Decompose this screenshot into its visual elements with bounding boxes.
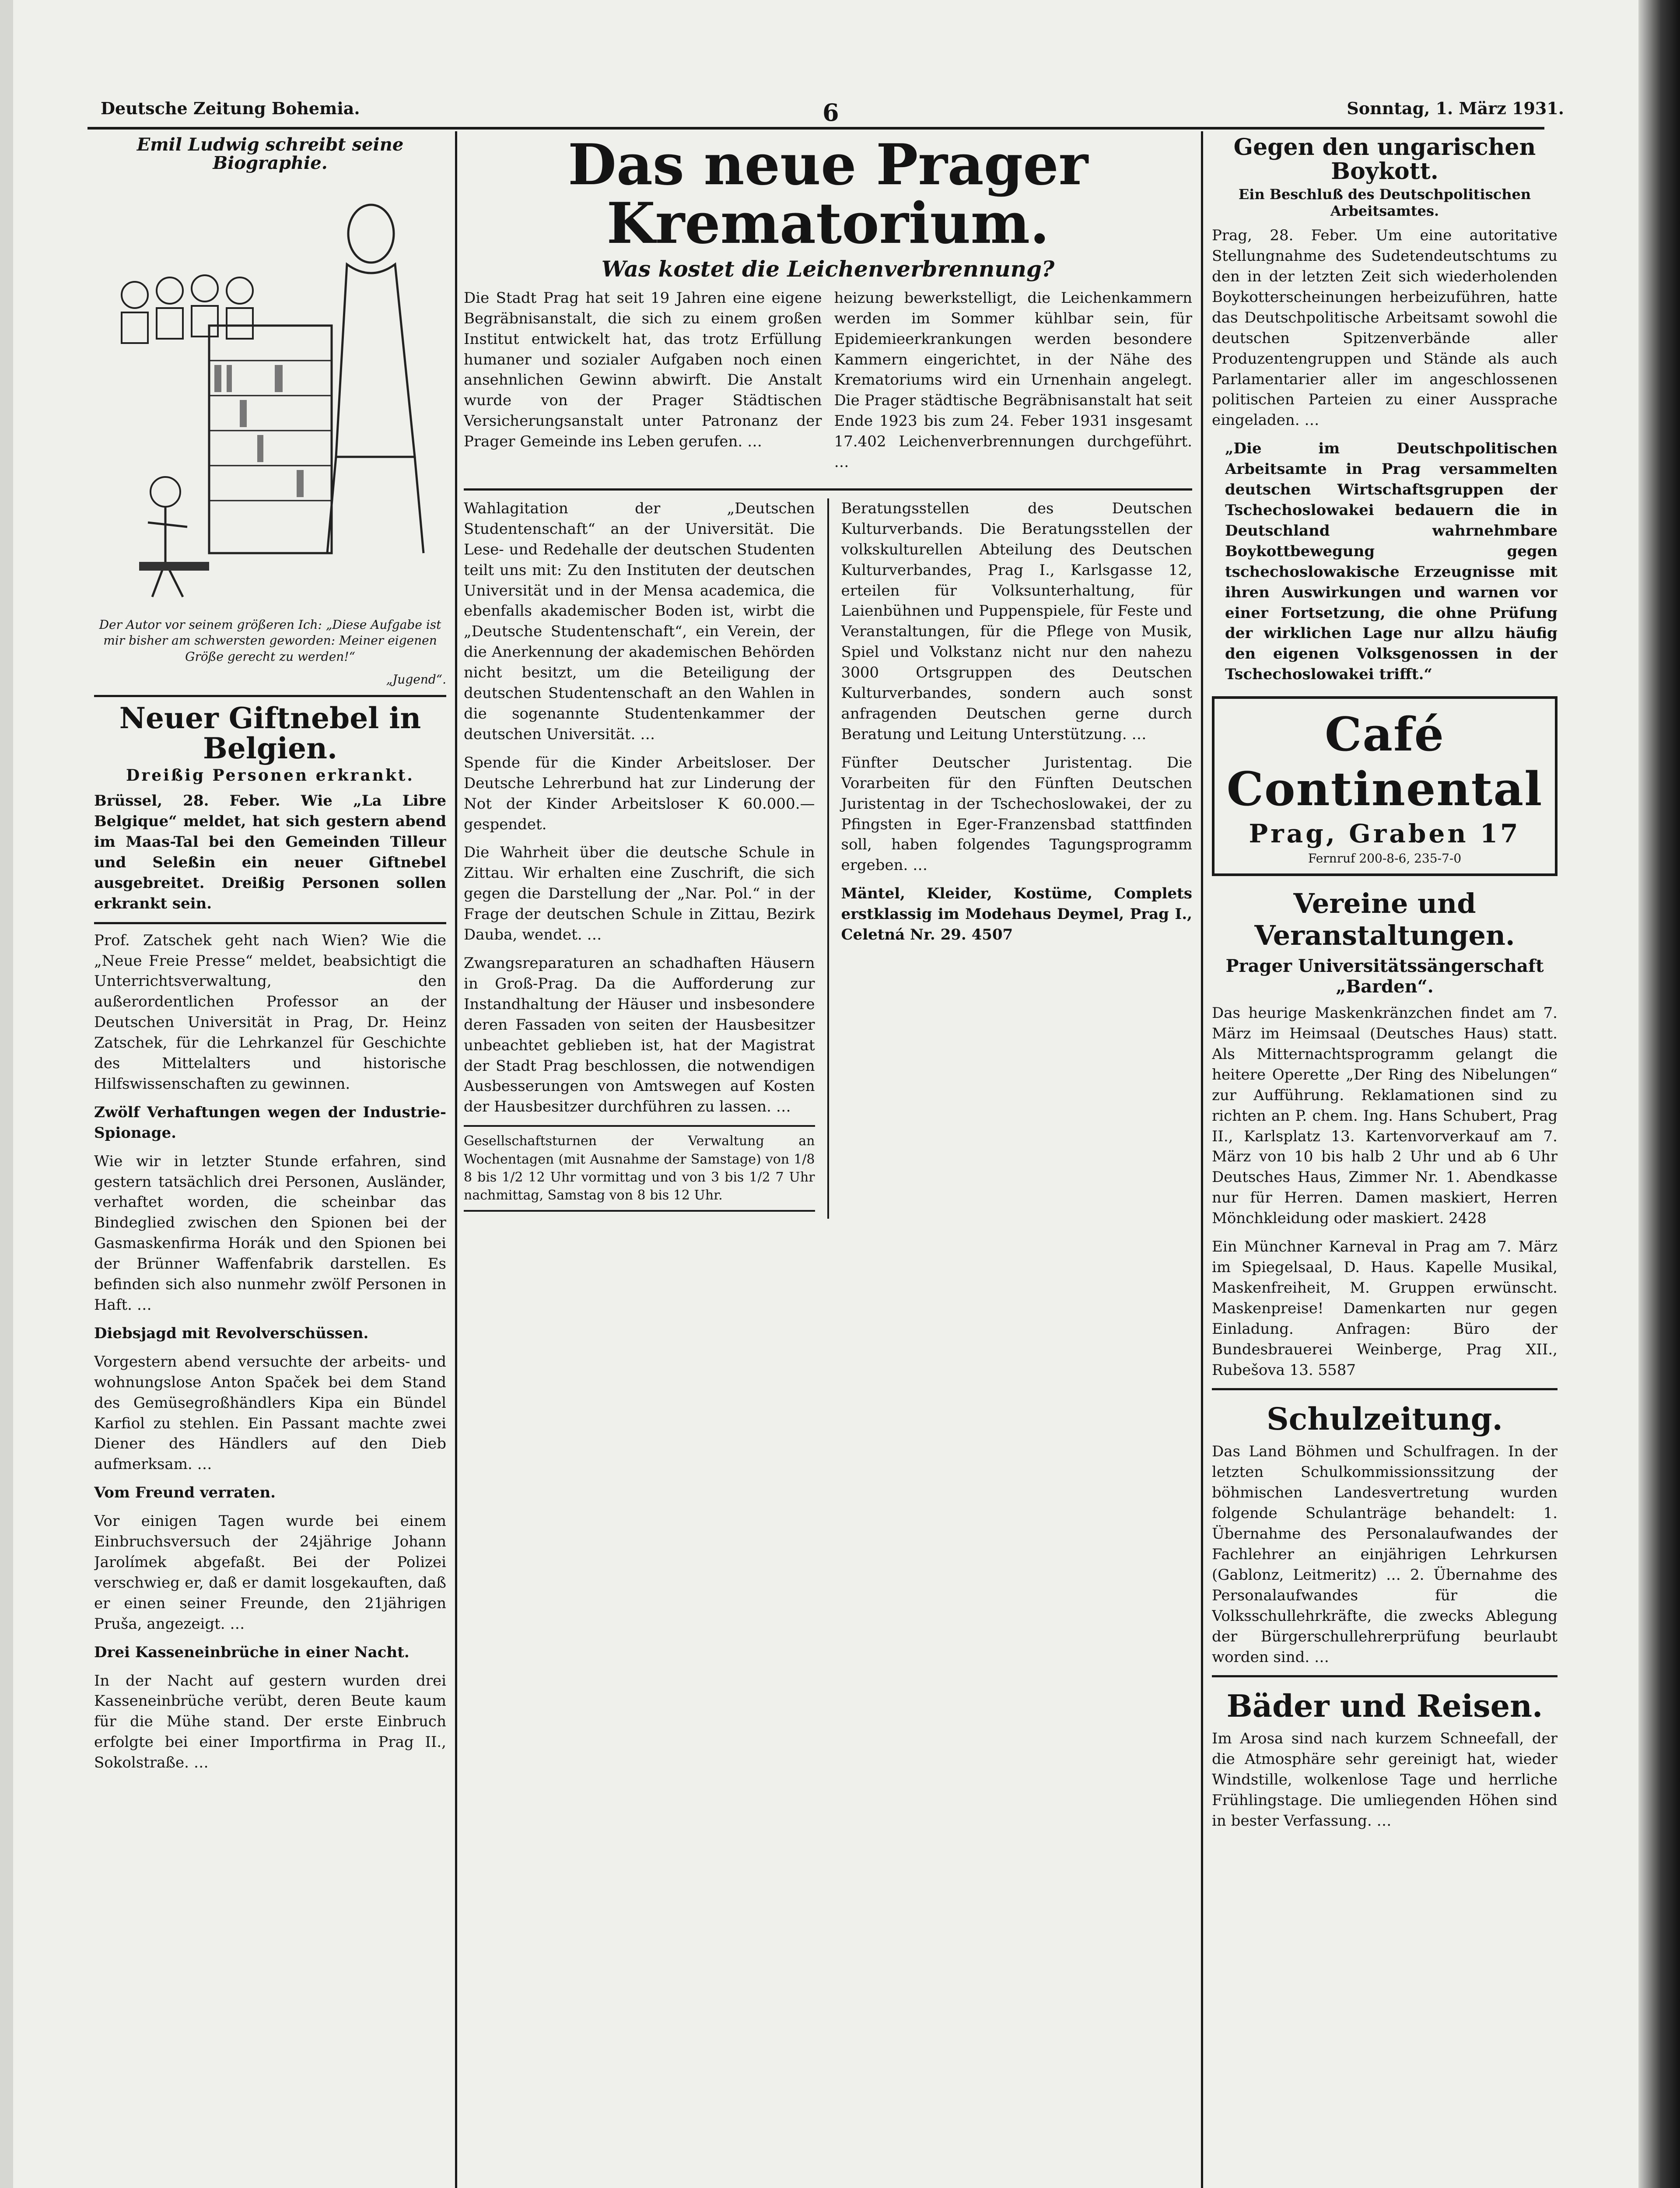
juristentag-article: Fünfter Deutscher Juristentag. Die Vorarbeiten für den Fünften Deutschen Juristentag in der Tschechoslowakei, der zu Pfingsten in Eger-Franzensbad stattfinden soll, haben folgendes Tagungsprogramm ergeben. … [841,754,1192,874]
masthead-paper-name: Deutsche Zeitung Bohemia. [101,98,360,118]
giftnebel-text: Brüssel, 28. Feber. Wie „La Libre Belgique“ meldet, hat sich gestern abend im Maas-Tal bei den Gemeinden Tilleur und Seleßin ein neuer Giftnebel ausgebreitet. Dreißig Personen sollen erkrankt sein. [94,792,446,912]
diebsjagd-headline: Diebsjagd mit Revolverschüssen. [94,1324,369,1342]
barden-article: Das heurige Maskenkränzchen findet am 7. März im Heimsaal (Deutsches Haus) statt. Als Mitternachtsprogramm gelangt die heitere Operette „Der Ring des Nibelungen“ zur Aufführung. Reklamationen sind zu richten an P. chem. Ing. Hans Schubert, Prag II., Karlsplatz 13. Kartenvorverkauf am 7. März von 10 bis halb 2 Uhr und ab 6 Uhr Deutsches Haus, Zimmer Nr. 1. Abendkasse nur für Herren. Damen maskiert, Herren Mönchkleidung oder maskiert. 2428 [1212,1004,1558,1227]
caricature-title: Emil Ludwig schreibt seine Biographie. [136,136,404,173]
giftnebel-subhead: Dreißig Personen erkrankt. [126,766,414,785]
karneval-article: Ein Münchner Karneval in Prag am 7. März im Spiegelsaal, D. Haus. Kapelle Musikal, Maskenfreiheit, M. Gruppen erwünscht. Maskenpreise! Damenkarten nur gegen Einladung. Anfragen: Büro der Bundesbrauerei Weinberge, Prag XII., Rubešova 13. 5587 [1212,1238,1558,1379]
freund-article: Vor einigen Tagen wurde bei einem Einbruchsversuch der 24jährige Johann Jarolímek abgefaßt. Bei der Polizei verschwieg er, daß er damit losgekauften, daß er einen seiner Freunde, den 21jährigen Pruša, angezeigt. … [94,1512,446,1633]
column-2 [464,136,1192,2188]
office-hours-text: Gesellschaftsturnen der Verwaltung an Wochentagen (mit Ausnahme der Samstage) von 1/8 8 bis 1/2 12 Uhr vormittag und von 3 bis 1/2 7 Uhr nachmittag, Samstag von 8 bis 12 Uhr. [464,1133,815,1203]
office-hours-notice [464,1125,815,1212]
giftnebel-headline: Neuer Giftnebel in Belgien. [119,701,421,765]
kulturverband-article: Beratungsstellen des Deutschen Kulturverbands. Die Beratungsstellen der volkskulturellen Abteilung des Deutschen Kulturverbandes, Prag I., Karlsgasse 12, erteilen für Volksunterhaltung, für Laienbühnen und Puppenspiele, für Feste und Veranstaltungen, für die Pflege von Musik, Spiel und Volkstanz nicht nur den nahezu 3000 Ortsgruppen des Deutschen Kulturverbandes, sondern auch sonst anfragenden Deutschen gerne durch Beratung und Leitung Unterstützung. … [841,499,1192,743]
column-1 [94,136,446,2188]
lower-news [464,498,1192,1219]
modehaus-ad: Mäntel, Kleider, Kostüme, Complets erstklassig im Modehaus Deymel, Prag I., Celetná Nr. 29. 4507 [841,885,1192,944]
lower-news-right [841,498,1193,1219]
issue-date: Sonntag, 1. März 1931. [1347,98,1564,118]
zwangsreparaturen-article: Zwangsreparaturen an schadhaften Häusern in Groß-Prag. Da die Aufforderung zur Instandhaltung der Häuser und insbesondere deren Fassaden von seiten der Hausbesitzer unbeachtet geblieben ist, hat der Magistrat der Stadt Prag beschlossen, die notwendigen Ausbesserungen von Amtswegen auf Kosten der Hausbesitzer durchführen zu lassen. … [464,954,815,1116]
krematorium-subhead: Was kostet die Leichenverbrennung? [601,256,1055,282]
page-number: 6 [822,98,839,126]
zatschek-article: Prof. Zatschek geht nach Wien? Wie die „Neue Freie Presse“ meldet, beabsichtigt die Unterrichtsverwaltung, den außerordentlichen Professor an der Deutschen Universität in Prag, Dr. Heinz Zatschek, für die Lehrkanzel für Geschichte des Mittelalters und historische Hilfswissenschaften zu gewinnen. [94,931,446,1093]
krematorium-text-left: Die Stadt Prag hat seit 19 Jahren eine eigene Begräbnisanstalt, die sich zu einem großen Institut entwickelt hat, das trotz Erfüllung humaner und sozialer Aufgaben noch einen ansehnlichen Gewinn abwirft. Die Anstalt wurde von der Prager Städtischen Versicherungsanstalt unter Patronanz der Prager Gemeinde ins Leben gerufen. … [464,289,822,451]
freund-headline: Vom Freund verraten. [94,1484,276,1502]
caricature-illustration [100,177,441,610]
caricature-source: „Jugend“. [386,672,446,687]
ad-cafe-phone: Fernruf 200-8-6, 235-7-0 [1308,851,1462,866]
section-rule [1212,1388,1558,1390]
section-rule [94,922,446,924]
sub-column-rule [827,498,829,1219]
boykott-headline: Gegen den ungarischen Boykott. [1233,136,1536,185]
column-rule-right [1201,131,1203,2188]
krematorium-text-right: heizung bewerkstelligt, die Leichenkammern werden im Sommer kühlbar sein, für Epidemieerkrankungen werden besondere Kammern eingerichtet, in der Nähe des Krematoriums wird ein Urnenhain angelegt. Die Prager städtische Begräbnisanstalt hat seit Ende 1923 bis zum 24. Feber 1931 insgesamt 17.402 Leichenverbrennungen durchgeführt. … [834,289,1192,471]
krematorium-body [464,288,1192,480]
schulzeitung-article: Das Land Böhmen und Schulfragen. In der letzten Schulkommissionssitzung der böhmischen Landesvertretung wurden folgende Schulanträge behandelt: 1. Übernahme des Personalaufwandes der Fachlehrer an einjährigen Lehrkursen (Gablonz, Leitmeritz) … 2. Übernahme des Personalaufwandes für die Volksschullehrkräfte, die zwecks Ablegung der Bürgerschullehrerprüfung beurlaubt worden sind. … [1212,1443,1558,1666]
barden-headline: Prager Universitätssängerschaft „Barden“. [1225,956,1544,997]
spende-article: Spende für die Kinder Arbeitsloser. Der Deutsche Lehrerbund hat zur Linderung der Not der Kinder Arbeitsloser K 60.000.— gespendet. [464,754,815,833]
lower-news-left [464,498,815,1219]
spionage-headline: Zwölf Verhaftungen wegen der Industrie-Spionage. [94,1103,446,1142]
caricature-caption: Der Autor vor seinem größeren Ich: „Diese Aufgabe ist mir bisher am schwersten geworden: Meiner eigenen Größe gerecht zu werden!“ [99,617,441,664]
baeder-article: Im Arosa sind nach kurzem Schneefall, der die Atmosphäre sehr gereinigt hat, wieder Windstille, wolkenlose Tage und herrliche Frühlingstage. Die umliegenden Höhen sind in bester Verfassung. … [1212,1730,1558,1830]
spionage-article: Wie wir in letzter Stunde erfahren, sind gestern tatsächlich drei Personen, Ausländer, verhaftet worden, die scheinbar das Bindeglied zwischen den Spionen bei der Gasmaskenfirma Horák und den Spionen bei der Brünner Waffenfabrik darstellen. Es befinden sich also nunmehr zwölf Personen in Haft. … [94,1152,446,1314]
section-rule [464,488,1192,491]
boykott-subhead: Ein Beschluß des Deutschpolitischen Arbeitsamtes. [1238,186,1531,220]
cafe-continental-ad [1212,696,1558,876]
column-rule-left [455,131,457,2188]
baeder-headline: Bäder und Reisen. [1226,1688,1543,1725]
newspaper-page [13,0,1638,2188]
diebsjagd-article: Vorgestern abend versuchte der arbeits- und wohnungslose Anton Spaček bei dem Stand des Gemüsegroßhändlers Kipa ein Bündel Karfiol zu stehlen. Ein Passant machte zwei Diener des Händlers auf den Dieb aufmerksam. … [94,1353,446,1473]
zittau-article: Die Wahrheit über die deutsche Schule in Zittau. Wir erhalten eine Zuschrift, die sich gegen die Darstellung der „Nar. Pol.“ in der Frage der deutschen Schule in Zittau, Bezirk Dauba, wendet. … [464,844,815,944]
ad-cafe-address: Prag, Graben 17 [1249,819,1521,849]
ad-cafe-name: Café Continental [1226,707,1543,817]
kasseneinbruch-article: In der Nacht auf gestern wurden drei Kasseneinbrüche verübt, deren Beute kaum für die Mühe stand. Der erste Einbruch erfolgte bei einer Importfirma in Prag II., Sokolstraße. … [94,1672,446,1772]
section-rule [1212,1675,1558,1677]
studentenschaft-article: Wahlagitation der „Deutschen Studentenschaft“ an der Universität. Die Lese- und Redehalle der deutschen Studenten teilt uns mit: Zu den Instituten der deutschen Universität und in der Mensa academica, die ebenfalls akademischer Boden ist, wirbt die „Deutsche Studentenschaft“, ein Verein, der die Anerkennung der akademischen Behörden nicht besitzt, um die Beteiligung der deutschen Studentenschaft an den Wahlen in die sogenannte Studentenkammer der deutschen Universität. … [464,499,815,743]
kasseneinbruch-headline: Drei Kasseneinbrüche in einer Nacht. [94,1643,410,1661]
header-rule [88,127,1544,130]
boykott-resolution: „Die im Deutschpolitischen Arbeitsamte in Prag versammelten deutschen Wirtschaftsgruppen der Tschechoslowakei bedauern die in Deutschland wahrnehmbare Boykottbewegung gegen tschechoslowakische Erzeugnisse mit ihren Auswirkungen und warnen vor einer Fortsetzung, die ohne Prüfung der wirklichen Lage nur allzu häufig den eigenen Volksgenossen in der Tschechoslowakei trifft.“ [1225,440,1558,684]
schulzeitung-headline: Schulzeitung. [1267,1401,1503,1438]
column-3 [1212,136,1558,2188]
krematorium-headline: Das neue Prager Krematorium. [567,136,1088,257]
scan-border [1638,0,1680,2188]
vereine-headline: Vereine und Veranstaltungen. [1254,887,1515,952]
section-rule [94,695,446,697]
boykott-article: Prag, 28. Feber. Um eine autoritative Stellungnahme des Sudetendeutschtums zu den in der letzten Zeit sich wiederholenden Boykotterscheinungen herbeizuführen, hatte das Deutschpolitische Arbeitsamt sowohl die deutschen Spitzenverbände aller Produzentengruppen und Stände als auch Parlamentarier aller im angeschlossenen politischen Parteien zu einer Aussprache eingeladen. … [1212,227,1558,429]
